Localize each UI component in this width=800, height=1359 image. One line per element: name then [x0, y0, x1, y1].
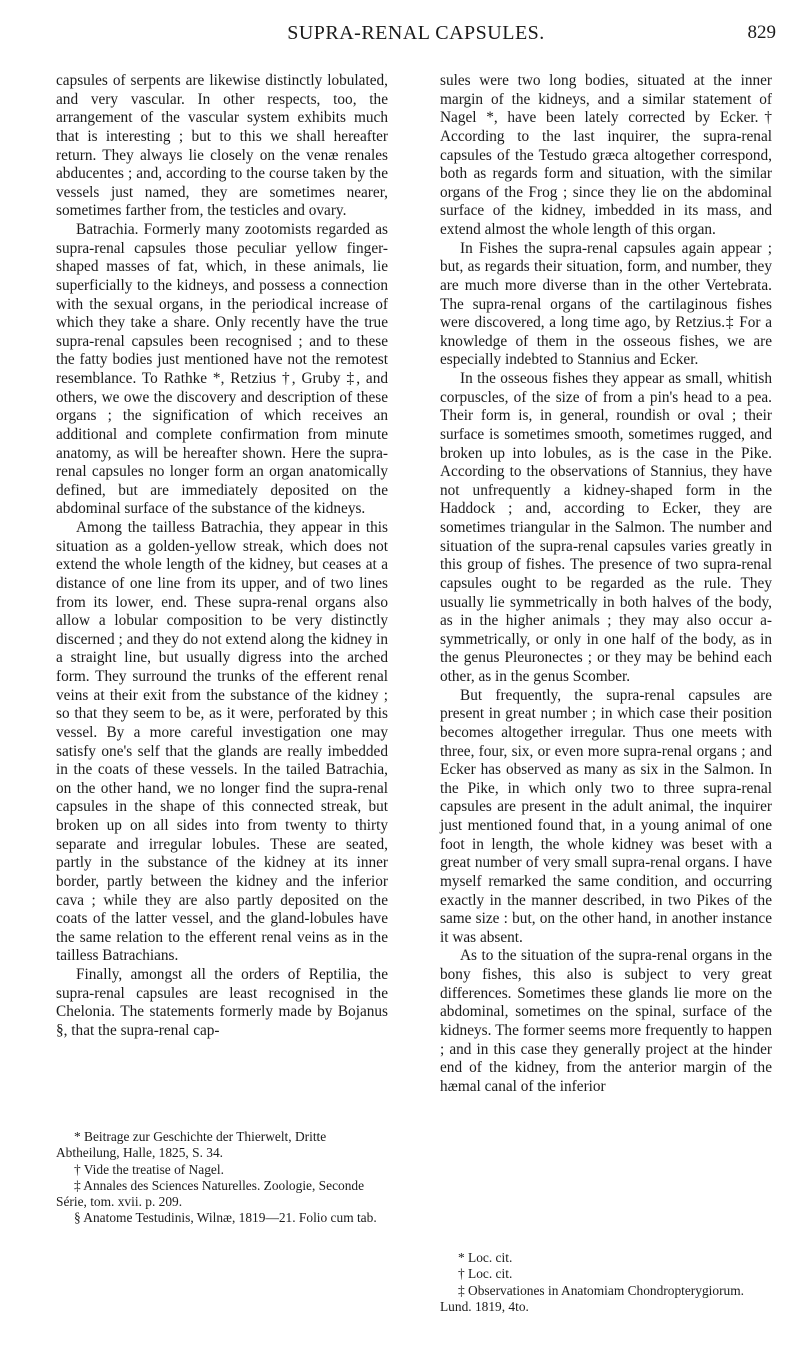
right-footnotes [440, 1250, 772, 1315]
paragraph: But frequently, the supra-renal capsules are present in great number ; in which case their position becomes altogether irregular. Thus one meets with three, four, six, or even more supra-renal organs ; and Ecker has observed as many as six in the Salmon. In the Pike, in which only two to three supra-renal capsules are present in the adult animal, the inquirer just mentioned found that, in a young animal of one foot in length, the whole kidney was beset with a great number of very small supra-renal organs. I have myself remarked the same condition, and occurring exactly in the manner described, in two Pikes of the same size : but, on the other hand, in another instance it was absent. [440, 686, 772, 946]
paragraph: Batrachia. Formerly many zootomists regarded as supra-renal capsules those peculiar yellow finger-shaped masses of fat, which, in these animals, lie superficially to the kidneys, and possess a connection with the sexual organs, in the periodical increase of which they take a share. Only recently have the true supra-renal capsules been recognised ; and to these the fatty bodies just mentioned have not the remotest resemblance. To Rathke *, Retzius †, Gruby ‡, and others, we owe the discovery and description of these organs ; the signification of which receives an additional and complete confirmation from minute anatomy, as will be hereafter shown. Here the supra-renal capsules no longer form an organ anatomically defined, but are immediately deposited on the abdominal surface of the substance of the kidneys. [56, 221, 388, 518]
paragraph: In Fishes the supra-renal capsules again appear ; but, as regards their situation, form, and number, they are much more diverse than in the other Vertebrata. The supra-renal organs of the cartilaginous fishes were discovered, a long time ago, by Retzius.‡ For a knowledge of them in the osseous fishes, we are especially indebted to Stannius and Ecker. [440, 239, 772, 369]
footnote: * Beitrage zur Geschichte der Thierwelt, Dritte Abtheilung, Halle, 1825, S. 34. [56, 1129, 327, 1161]
running-title: SUPRA-RENAL CAPSULES. [287, 22, 545, 44]
left-footnotes [56, 1129, 388, 1227]
footnote: § Anatome Testudinis, Wilnæ, 1819—21. Folio cum tab. [74, 1210, 377, 1226]
footnote: ‡ Observationes in Anatomiam Chondropterygiorum. Lund. 1819, 4to. [440, 1282, 744, 1314]
footnote: ‡ Annales des Sciences Naturelles. Zoologie, Seconde Série, tom. xvii. p. 209. [56, 1177, 365, 1210]
left-column [56, 72, 388, 1041]
right-column [440, 72, 772, 1096]
footnote: * Loc. cit. [458, 1250, 513, 1265]
paragraph: Finally, amongst all the orders of Reptilia, the supra-renal capsules are least recognised in the Chelonia. The statements formerly made by Bojanus §, that the supra-renal cap- [56, 966, 388, 1039]
paragraph: In the osseous fishes they appear as small, whitish corpuscles, of the size of from a pin's head to a pea. Their form is, in general, roundish or oval ; their surface is sometimes smooth, sometimes rugged, and broken up into lobules, as is the case in the Pike. According to the observations of Stannius, they have not unfrequently a kidney-shaped form in the Haddock ; and, according to Ecker, they are sometimes triangular in the Salmon. The number and situation of the supra-renal capsules varies greatly in this group of fishes. The presence of two supra-renal capsules ought to be regarded as the rule. They usually lie symmetrically in both halves of the body, as in the higher animals ; they may also occur a-symmetrically, or only in one half of the body, as in the genus Pleuronectes ; or they may be behind each other, as in the genus Scomber. [440, 370, 772, 685]
footnote: † Vide the treatise of Nagel. [74, 1161, 224, 1177]
paragraph: Among the tailless Batrachia, they appear in this situation as a golden-yellow streak, which does not extend the whole length of the kidney, but ceases at a distance of one line from its upper, and of two lines from its lower, end. These supra-renal organs also allow a lobular composition to be very distinctly discerned ; and they do not extend along the kidney in a straight line, but usually digress into the arched form. They surround the trunks of the efferent renal veins at their exit from the substance of the kidney ; so that they seem to be, as it were, perforated by this vessel. By a more careful investigation one may satisfy one's self that the glands are really imbedded in the coats of these vessels. In the tailed Batrachia, on the other hand, we no longer find the supra-renal capsules in the shape of this connected streak, but broken up on all sides into from twenty to thirty separate and irregular lobules. These are seated, partly in the substance of the kidney at its inner border, partly between the kidney and the inferior cava ; while they are also partly deposited on the coats of the latter vessel, and the gland-lobules have the same relation to the efferent renal veins as in the tailless Batrachians. [56, 519, 388, 965]
paragraph: sules were two long bodies, situated at the inner margin of the kidneys, and a similar statement of Nagel *, have been lately corrected by Ecker.† According to the last inquirer, the supra-renal capsules of the Testudo græca altogether correspond, both as regards form and situation, with the similar organs of the Frog ; since they lie on the abdominal surface of the kidney, imbedded in its mass, and extend almost the whole length of this organ. [440, 72, 772, 238]
page-number: 829 [747, 22, 776, 43]
footnote: † Loc. cit. [458, 1266, 513, 1282]
paragraph: capsules of serpents are likewise distinctly lobulated, and very vascular. In other respects, too, the arrangement of the vascular system exhibits much that is interesting ; but to this we shall hereafter return. They always lie closely on the venæ renales abducentes ; and, according to the course taken by the vessels just named, they are sometimes nearer, sometimes farther from, the testicles and ovary. [56, 72, 388, 220]
paragraph: As to the situation of the supra-renal organs in the bony fishes, this also is subject to very great differences. Sometimes these glands lie more on the abdominal, sometimes on the spinal, surface of the kidneys. The former seems more frequently to happen ; and in this case they generally project at the hinder end of the kidney, from the anterior margin of the hæmal canal of the inferior [440, 947, 772, 1095]
page-header [56, 22, 776, 52]
